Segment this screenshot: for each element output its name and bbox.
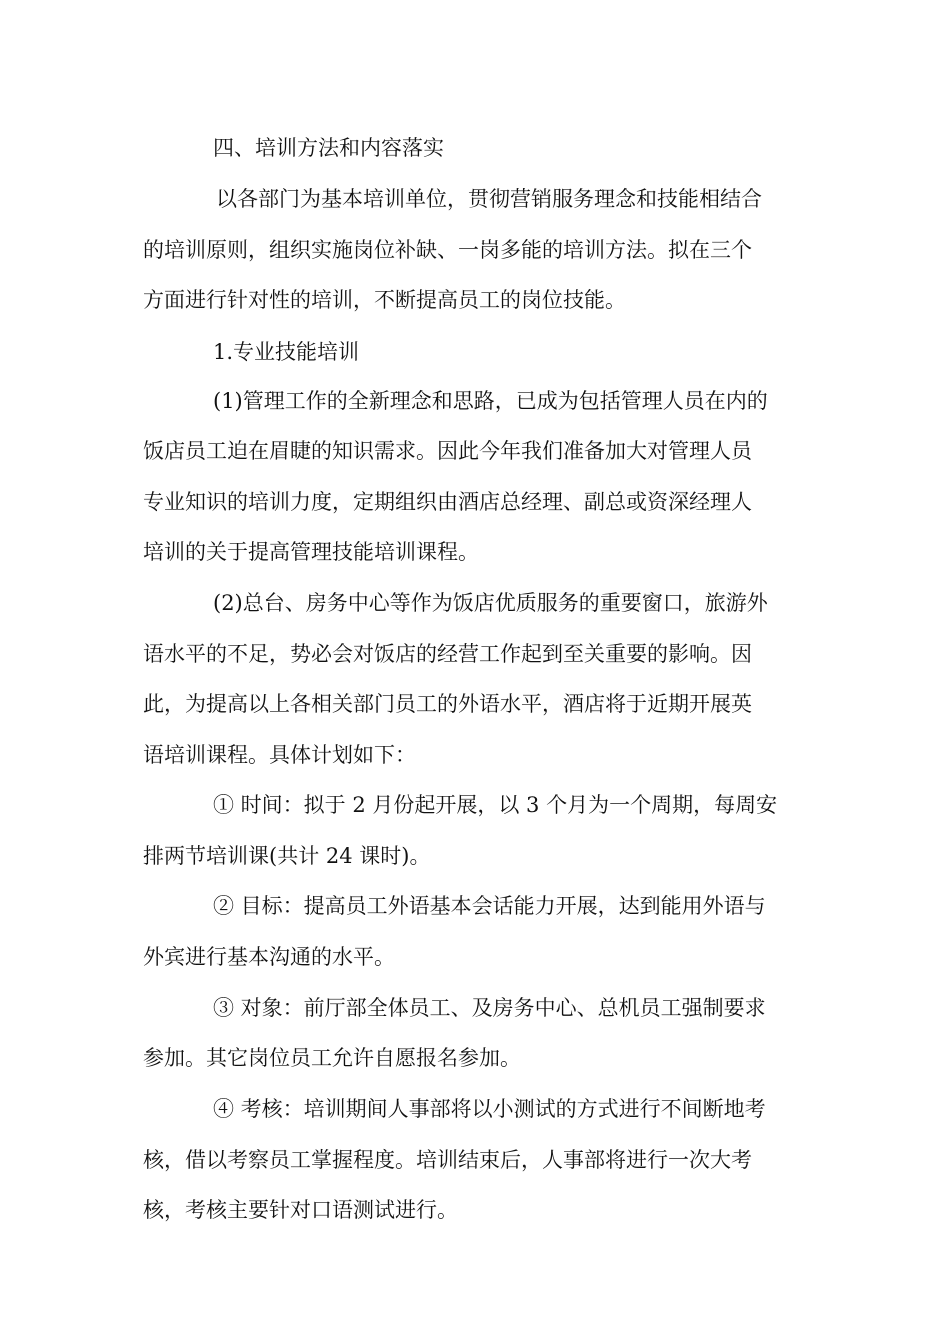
paragraph-line: (2)总台、房务中心等作为饭店优质服务的重要窗口，旅游外	[213, 591, 768, 615]
paragraph-line: 语水平的不足，势必会对饭店的经营工作起到至关重要的影响。因	[143, 642, 752, 666]
paragraph-line: 方面进行针对性的培训，不断提高员工的岗位技能。	[143, 288, 626, 312]
paragraph-line: 专业知识的培训力度，定期组织由酒店总经理、副总或资深经理人	[143, 490, 752, 514]
paragraph-line: 以各部门为基本培训单位，贯彻营销服务理念和技能相结合	[216, 187, 762, 211]
paragraph-line: 核，借以考察员工掌握程度。培训结束后，人事部将进行一次大考	[143, 1148, 752, 1172]
paragraph-line: 排两节培训课(共计 24 课时)。	[143, 844, 431, 868]
list-item-goal: ② 目标：提高员工外语基本会话能力开展，达到能用外语与	[213, 894, 766, 918]
paragraph-line: 语培训课程。具体计划如下：	[143, 743, 416, 767]
paragraph-line: 核，考核主要针对口语测试进行。	[143, 1198, 458, 1222]
paragraph-line: (1)管理工作的全新理念和思路，已成为包括管理人员在内的	[213, 389, 768, 413]
paragraph-line: 培训的关于提高管理技能培训课程。	[143, 540, 479, 564]
paragraph-line: 的培训原则，组织实施岗位补缺、一岗多能的培训方法。拟在三个	[143, 238, 752, 262]
list-item-audience: ③ 对象：前厅部全体员工、及房务中心、总机员工强制要求	[213, 996, 766, 1020]
paragraph-line: 饭店员工迫在眉睫的知识需求。因此今年我们准备加大对管理人员	[143, 439, 752, 463]
paragraph-line: 参加。其它岗位员工允许自愿报名参加。	[143, 1046, 521, 1070]
paragraph-line: 外宾进行基本沟通的水平。	[143, 945, 395, 969]
paragraph-line: 此，为提高以上各相关部门员工的外语水平，酒店将于近期开展英	[143, 692, 752, 716]
list-item-time: ① 时间：拟于 2 月份起开展，以 3 个月为一个周期，每周安	[213, 793, 778, 817]
list-item-assessment: ④ 考核：培训期间人事部将以小测试的方式进行不间断地考	[213, 1097, 766, 1121]
subheading-professional-skills: 1.专业技能培训	[213, 340, 360, 364]
section-heading-training-methods: 四、培训方法和内容落实	[213, 136, 444, 160]
